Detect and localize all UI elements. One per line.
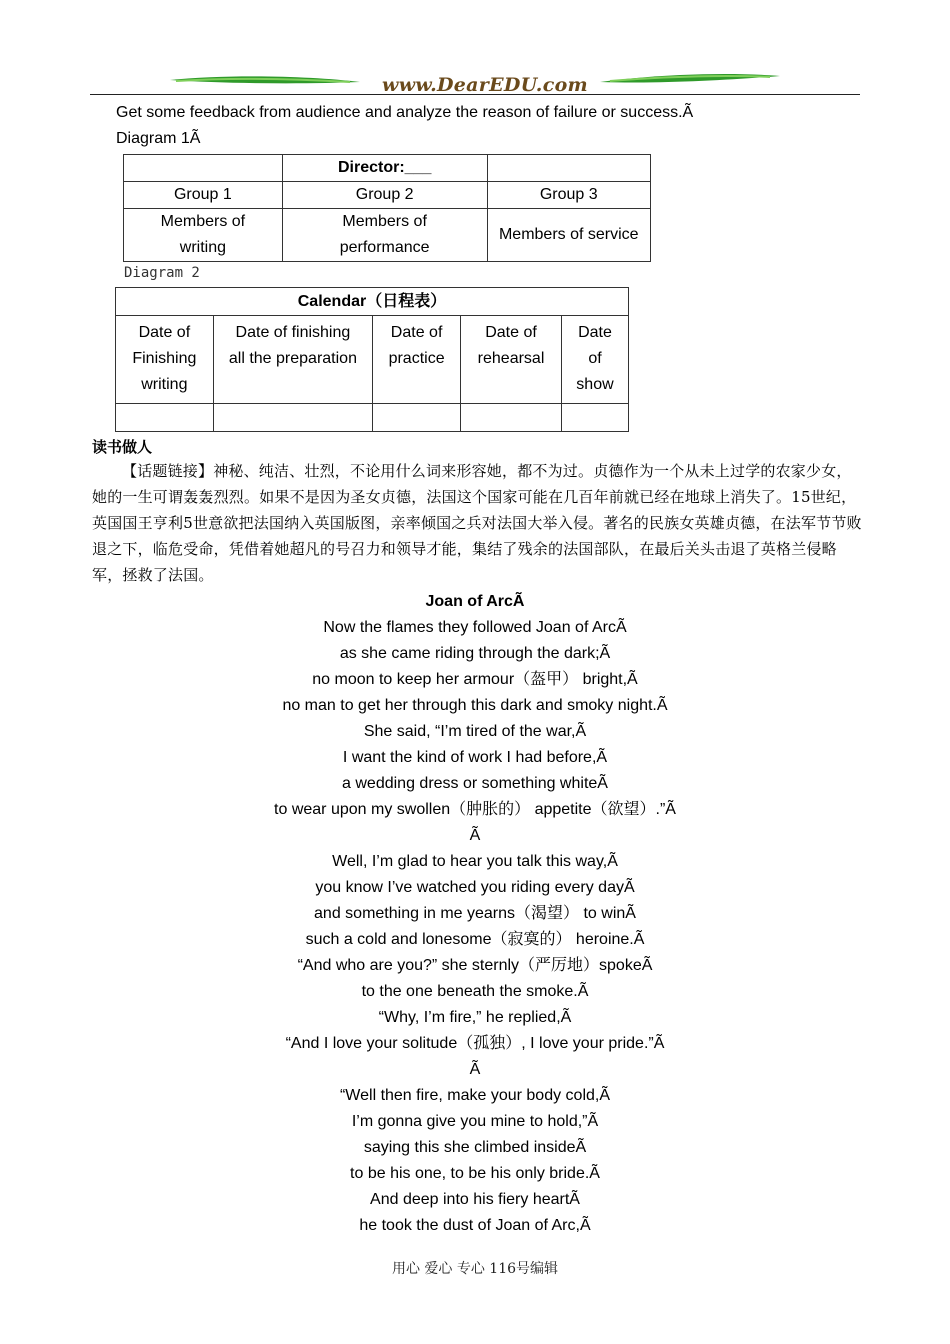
header-divider — [90, 94, 860, 95]
calendar-column-header: Date of finishing all the preparation — [213, 316, 372, 404]
table-row — [116, 316, 629, 404]
poem-line: Ã — [469, 827, 481, 844]
poem-line: “And I love your solitude（孤独）, I love your pride.”Ã — [285, 1035, 665, 1052]
table-row — [116, 404, 629, 432]
group-cell: Group 1 — [124, 182, 283, 209]
calendar-table — [115, 287, 629, 432]
poem-line: to the one beneath the smoke.Ã — [361, 983, 589, 1000]
calendar-cell-empty[interactable] — [461, 404, 562, 432]
poem-line: no man to get her through this dark and smoky night.Ã — [282, 697, 668, 714]
site-logo-text[interactable]: www.DearEDU.com — [382, 74, 588, 96]
topic-paragraph: 【话题链接】神秘、纯洁、壮烈，不论用什么词来形容她，都不为过。贞德作为一个从未上过学的农家少女，她的一生可谓轰轰烈烈。如果不是因为圣女贞德，法国这个国家可能在几百年前就已经在地球上消失了。15世纪，英国国王亨利5世意欲把法国纳入英国版图，亲率倾国之兵对法国大举入侵。著名的民族女英雄贞德，在法军节节败退之下，临危受命，凭借着她超凡的号召力和领导才能，集结了残余的法国部队，在最后关头击退了英格兰侵略军，拯救了法国。 — [92, 462, 862, 584]
section-heading: 读书做人 — [92, 438, 153, 456]
director-cell: Director:___ — [282, 155, 487, 182]
table-row — [116, 288, 629, 316]
members-cell: Members of performance — [282, 209, 487, 262]
poem-line: Well, I’m glad to hear you talk this way,Ã — [332, 853, 618, 870]
page-header — [90, 68, 860, 98]
table-cell-empty — [124, 155, 283, 182]
poem-line: as she came riding through the dark;Ã — [339, 645, 611, 662]
poem-line: you know I’ve watched you riding every dayÃ — [315, 879, 635, 896]
poem-line: saying this she climbed insideÃ — [363, 1139, 587, 1156]
poem-line: And deep into his fiery heartÃ — [370, 1191, 580, 1208]
diagram2-label: Diagram 2 — [124, 265, 200, 281]
table-row — [124, 155, 651, 182]
poem-line: a wedding dress or something whiteÃ — [342, 775, 608, 792]
calendar-cell-empty[interactable] — [213, 404, 372, 432]
table-cell-empty — [487, 155, 650, 182]
diagram1-label: Diagram 1Ã — [116, 130, 201, 147]
calendar-cell-empty[interactable] — [561, 404, 628, 432]
poem-line: She said, “I’m tired of the war,Ã — [363, 723, 587, 740]
poem-line: to wear upon my swollen（肿胀的） appetite（欲望）.”Ã — [274, 801, 676, 818]
calendar-title: Calendar（日程表） — [116, 288, 629, 316]
members-cell: Members of service — [487, 209, 650, 262]
poem-line: Ã — [469, 1061, 481, 1078]
calendar-column-header: Date of Finishing writing — [116, 316, 214, 404]
poem-line: Now the flames they followed Joan of ArcÃ — [323, 619, 627, 636]
group-cell: Group 2 — [282, 182, 487, 209]
poem-line: and something in me yearns（渴望） to winÃ — [314, 905, 636, 922]
diagram1-table — [123, 154, 651, 262]
poem-line: I’m gonna give you mine to hold,”Ã — [351, 1113, 599, 1130]
poem-line: he took the dust of Joan of Arc,Ã — [359, 1217, 591, 1234]
poem-line: “And who are you?” she sternly（严厉地）spokeÃ — [297, 957, 653, 974]
poem-line: no moon to keep her armour（盔甲） bright,Ã — [312, 671, 638, 688]
intro-line: Get some feedback from audience and analyze the reason of failure or success.Ã — [116, 104, 694, 121]
poem-line: I want the kind of work I had before,Ã — [342, 749, 608, 766]
table-row — [124, 182, 651, 209]
calendar-column-header: Date of show — [561, 316, 628, 404]
poem-title: Joan of ArcÃ — [425, 593, 525, 610]
poem-line: to be his one, to be his only bride.Ã — [350, 1165, 600, 1182]
members-cell: Members of writing — [124, 209, 283, 262]
calendar-column-header: Date of rehearsal — [461, 316, 562, 404]
poem-line: “Well then fire, make your body cold,Ã — [339, 1087, 611, 1104]
calendar-cell-empty[interactable] — [373, 404, 461, 432]
poem-line: “Why, I’m fire,” he replied,Ã — [378, 1009, 572, 1026]
table-row — [124, 209, 651, 262]
page-footer: 用心 爱心 专心 116号编辑 — [391, 1261, 559, 1277]
poem-line: such a cold and lonesome（寂寞的） heroine.Ã — [305, 931, 645, 948]
calendar-cell-empty[interactable] — [116, 404, 214, 432]
poem — [200, 589, 750, 1239]
group-cell: Group 3 — [487, 182, 650, 209]
calendar-column-header: Date of practice — [373, 316, 461, 404]
